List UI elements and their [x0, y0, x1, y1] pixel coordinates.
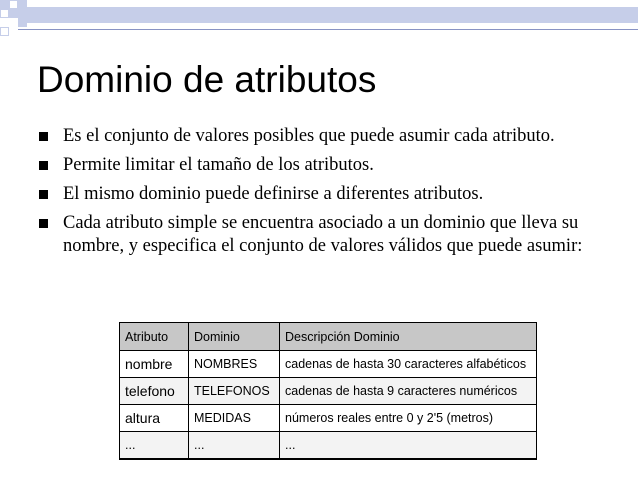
table-cell: NOMBRES	[189, 351, 280, 378]
decor-square	[9, 9, 18, 18]
square-bullet-icon	[39, 219, 48, 228]
column-header-descripcion: Descripción Dominio	[280, 323, 537, 351]
table-cell: altura	[120, 405, 189, 432]
bullet-text: Permite limitar el tamaño de los atributos.	[63, 155, 374, 175]
bullet-item	[37, 212, 597, 258]
bullet-list	[37, 125, 597, 264]
bullet-item	[37, 125, 597, 148]
table-cell: cadenas de hasta 9 caracteres numéricos	[280, 378, 537, 405]
table-cell: ...	[280, 432, 537, 460]
table-cell: telefono	[120, 378, 189, 405]
decor-square	[0, 27, 9, 36]
table-cell: números reales entre 0 y 2'5 (metros)	[280, 405, 537, 432]
column-header-atributo: Atributo	[120, 323, 189, 351]
square-bullet-icon	[39, 132, 48, 141]
square-bullet-icon	[39, 161, 48, 170]
decor-square	[9, 0, 18, 9]
bullet-text: El mismo dominio puede definirse a diferentes atributos.	[63, 184, 484, 204]
table-cell: ...	[189, 432, 280, 460]
header-band	[18, 7, 638, 23]
table-row	[120, 432, 537, 460]
table-cell: MEDIDAS	[189, 405, 280, 432]
table-row	[120, 405, 537, 432]
bullet-text: Cada atributo simple se encuentra asociado a un dominio que lleva su nombre, y especifica el conjunto de valores válidos que puede asumir:	[63, 213, 583, 256]
decor-square	[0, 0, 9, 9]
table-cell: ...	[120, 432, 189, 460]
bullet-item	[37, 154, 597, 177]
header-rule	[18, 29, 638, 30]
column-header-dominio: Dominio	[189, 323, 280, 351]
table-cell: cadenas de hasta 30 caracteres alfabéticos	[280, 351, 537, 378]
attribute-domain-table	[119, 322, 537, 460]
bullet-item	[37, 183, 597, 206]
square-bullet-icon	[39, 190, 48, 199]
slide-title: Dominio de atributos	[37, 59, 377, 100]
table-cell: nombre	[120, 351, 189, 378]
table-row	[120, 378, 537, 405]
table-cell: TELEFONOS	[189, 378, 280, 405]
bullet-text: Es el conjunto de valores posibles que puede asumir cada atributo.	[63, 126, 555, 146]
table-row	[120, 351, 537, 378]
table-header-row	[120, 323, 537, 351]
decor-square	[0, 9, 9, 18]
